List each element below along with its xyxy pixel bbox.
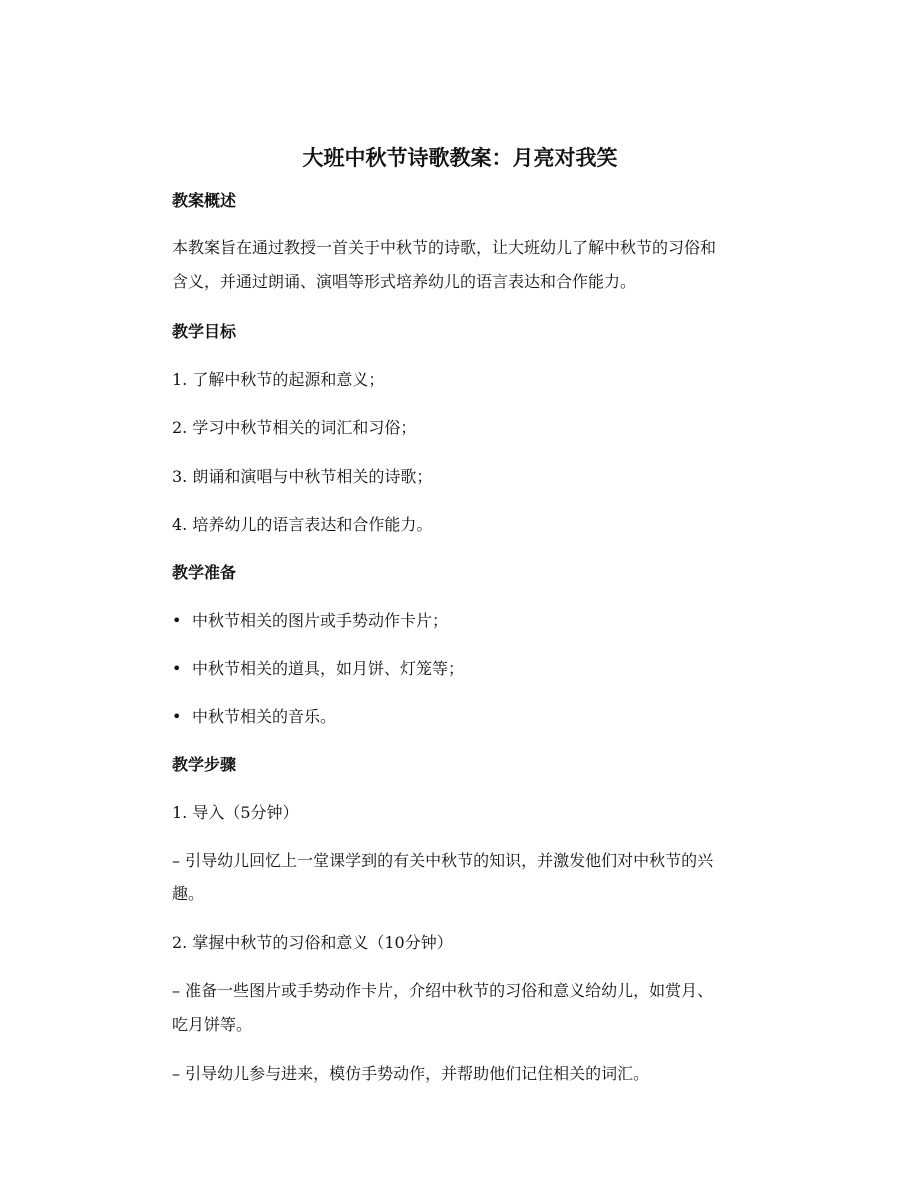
- step2-desc1-line2: 吃月饼等。: [172, 1015, 253, 1034]
- step2-title: 2. 掌握中秋节的习俗和意义（10分钟）: [172, 933, 453, 952]
- section-heading-goals: 教学目标: [172, 322, 237, 341]
- section-heading-steps: 教学步骤: [172, 755, 237, 774]
- goal-item-3: 3. 朗诵和演唱与中秋节相关的诗歌；: [172, 467, 433, 486]
- step1-desc-line1: – 引导幼儿回忆上一堂课学到的有关中秋节的知识，并激发他们对中秋节的兴: [172, 851, 714, 870]
- preparation-item-2: [172, 657, 464, 681]
- step2-desc1-line1: – 准备一些图片或手势动作卡片，介绍中秋节的习俗和意义给幼儿，如赏月、: [172, 981, 714, 1000]
- overview-text-line2: 含义，并通过朗诵、演唱等形式培养幼儿的语言表达和合作能力。: [172, 272, 637, 291]
- step1-title: 1. 导入（5分钟）: [172, 803, 299, 822]
- preparation-item-text: 中秋节相关的音乐。: [192, 707, 337, 726]
- bullet-icon: •: [172, 659, 182, 678]
- preparation-item-text: 中秋节相关的图片或手势动作卡片；: [192, 611, 449, 630]
- step1-desc-line2: 趣。: [172, 884, 205, 903]
- overview-text-line1: 本教案旨在通过教授一首关于中秋节的诗歌，让大班幼儿了解中秋节的习俗和: [172, 238, 717, 257]
- goal-item-1: 1. 了解中秋节的起源和意义；: [172, 370, 385, 389]
- section-heading-preparation: 教学准备: [172, 563, 237, 582]
- goal-item-4: 4. 培养幼儿的语言表达和合作能力。: [172, 515, 433, 534]
- bullet-icon: •: [172, 611, 182, 630]
- preparation-item-3: [172, 705, 336, 729]
- preparation-item-1: [172, 609, 448, 633]
- section-heading-overview: 教案概述: [172, 191, 237, 210]
- document-title: 大班中秋节诗歌教案：月亮对我笑: [302, 145, 618, 170]
- preparation-item-text: 中秋节相关的道具，如月饼、灯笼等；: [192, 659, 465, 678]
- bullet-icon: •: [172, 707, 182, 726]
- goal-item-2: 2. 学习中秋节相关的词汇和习俗；: [172, 418, 417, 437]
- step2-desc2: – 引导幼儿参与进来，模仿手势动作，并帮助他们记住相关的词汇。: [172, 1064, 650, 1083]
